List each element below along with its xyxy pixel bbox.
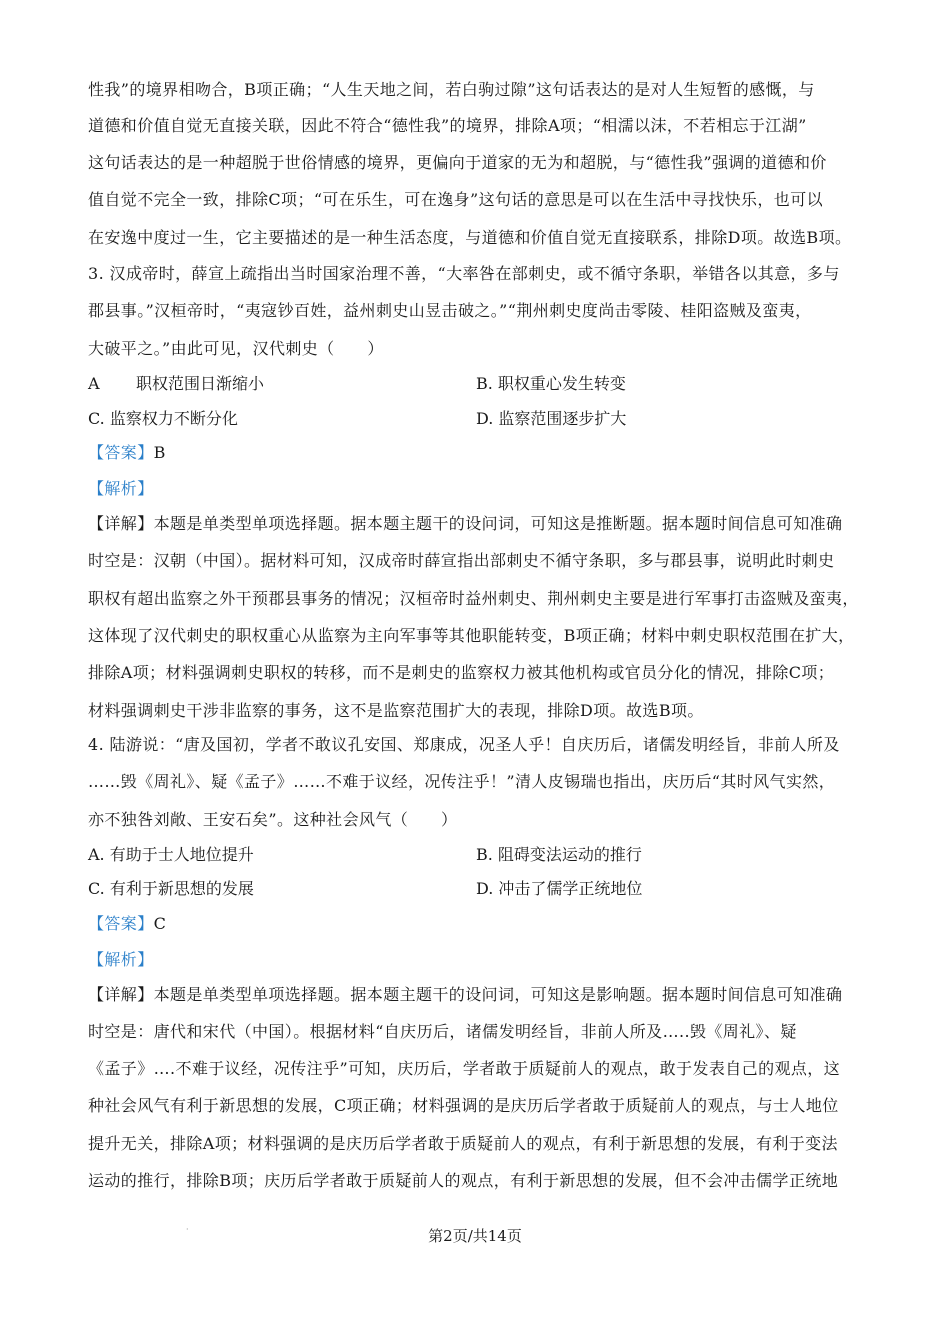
answer-tag: 【答案】 xyxy=(88,443,154,462)
q3-detail-line: 职权有超出监察之外干预郡县事务的情况；汉桓帝时益州刺史、荆州刺史主要是进行军事打击盗贼及蛮夷， xyxy=(88,589,859,608)
q3-detail-line: 材料强调刺史干涉非监察的事务，这不是监察范围扩大的表现，排除D项。故选B项。 xyxy=(88,701,704,720)
q4-option-a: A. 有助于士人地位提升 xyxy=(88,845,254,864)
paragraph-line: 在安逸中度过一生，它主要描述的是一种生活态度，与道德和价值自觉无直接联系，排除D项。故选B项。 xyxy=(88,228,852,247)
page-footer: 第2页/共14页 xyxy=(428,1227,522,1245)
question-3-stem: 大破平之。”由此可见，汉代刺史（ ） xyxy=(88,339,384,358)
detail-tag: 【详解】 xyxy=(88,985,154,1004)
q4-detail-line: 种社会风气有利于新思想的发展，C项正确；材料强调的是庆历后学者敢于质疑前人的观点，与士人地位 xyxy=(88,1096,839,1115)
paragraph-line: 性我”的境界相吻合，B项正确；“人生天地之间，若白驹过隙”这句话表达的是对人生短暂的感慨，与 xyxy=(88,80,815,99)
answer-value: B xyxy=(153,443,166,462)
question-4-stem: ……毁《周礼》、疑《孟子》……不难于议经，况传注乎！”清人皮锡瑞也指出，庆历后“其时风气实然， xyxy=(88,772,836,791)
q3-option-a-letter: A xyxy=(88,374,100,393)
decorative-dot: · xyxy=(186,1225,189,1234)
question-4-stem: 4. 陆游说：“唐及国初，学者不敢议孔安国、郑康成，况圣人乎！自庆历后，诸儒发明经旨，非前人所及 xyxy=(88,735,840,754)
detail-tag: 【详解】 xyxy=(88,514,154,533)
q4-analysis-heading xyxy=(88,950,866,970)
q3-detail-line xyxy=(88,514,866,534)
q4-detail-line: 运动的推行，排除B项；庆历后学者敢于质疑前人的观点，有利于新思想的发展，但不会冲击儒学正统地 xyxy=(88,1171,839,1190)
q3-detail-line: 排除A项；材料强调刺史职权的转移，而不是刺史的监察权力被其他机构或官员分化的情况，排除C项； xyxy=(88,663,835,682)
question-3-stem: 郡县事。”汉桓帝时，“夷寇钞百姓，益州刺史山昱击破之。”“荆州刺史度尚击零陵、桂阳盗贼及蛮夷， xyxy=(88,301,812,320)
q4-answer-line xyxy=(88,914,866,934)
q4-detail-line: 时空是：唐代和宋代（中国）。根据材料“自庆历后，诸儒发明经旨，非前人所及…..毁《周礼》、疑 xyxy=(88,1022,797,1041)
detail-text: 本题是单类型单项选择题。据本题主题干的设问词，可知这是影响题。据本题时间信息可知准确 xyxy=(153,985,843,1004)
q4-option-b: B. 阻碍变法运动的推行 xyxy=(476,845,642,864)
q4-detail-line: 提升无关，排除A项；材料强调的是庆历后学者敢于质疑前人的观点，有利于新思想的发展，有利于变法 xyxy=(88,1134,838,1153)
answer-tag: 【答案】 xyxy=(88,914,154,933)
q3-analysis-heading xyxy=(88,479,866,499)
analysis-tag: 【解析】 xyxy=(88,479,154,498)
question-3-stem: 3. 汉成帝时，薛宣上疏指出当时国家治理不善，“大率咎在部刺史，或不循守条职，举错各以其意，多与 xyxy=(88,264,840,283)
q3-option-a-text: 职权范围日渐缩小 xyxy=(136,374,265,393)
paragraph-line: 值自觉不完全一致，排除C项；“可在乐生，可在逸身”这句话的意思是可以在生活中寻找快乐，也可以 xyxy=(88,190,824,209)
question-4-stem: 亦不独咎刘敞、王安石矣”。这种社会风气（ ） xyxy=(88,810,458,829)
paragraph-line: 这句话表达的是一种超脱于世俗情感的境界，更偏向于道家的无为和超脱，与“德性我”强调的道德和价 xyxy=(88,153,827,172)
q4-option-d: D. 冲击了儒学正统地位 xyxy=(476,879,643,898)
q4-option-c: C. 有利于新思想的发展 xyxy=(88,879,254,898)
q3-option-b: B. 职权重心发生转变 xyxy=(476,374,626,393)
detail-text: 本题是单类型单项选择题。据本题主题干的设问词，可知这是推断题。据本题时间信息可知准确 xyxy=(153,514,843,533)
q4-detail-line xyxy=(88,985,866,1005)
analysis-tag: 【解析】 xyxy=(88,950,154,969)
q4-detail-line: 《孟子》….不难于议经，况传注乎”可知，庆历后，学者敢于质疑前人的观点，敢于发表自己的观点，这 xyxy=(88,1059,841,1078)
q3-detail-line: 这体现了汉代刺史的职权重心从监察为主向军事等其他职能转变，B项正确；材料中刺史职权范围在扩大， xyxy=(88,626,855,645)
q3-option-c: C. 监察权力不断分化 xyxy=(88,409,238,428)
q3-answer-line xyxy=(88,443,866,463)
q3-option-d: D. 监察范围逐步扩大 xyxy=(476,409,627,428)
answer-value: C xyxy=(153,914,167,933)
q3-detail-line: 时空是：汉朝（中国）。据材料可知，汉成帝时薛宣指出部刺史不循守条职，多与郡县事，说明此时刺史 xyxy=(88,551,835,570)
paragraph-line: 道德和价值自觉无直接关联，因此不符合“德性我”的境界，排除A项；“相濡以沫，不若相忘于江湖” xyxy=(88,116,807,135)
